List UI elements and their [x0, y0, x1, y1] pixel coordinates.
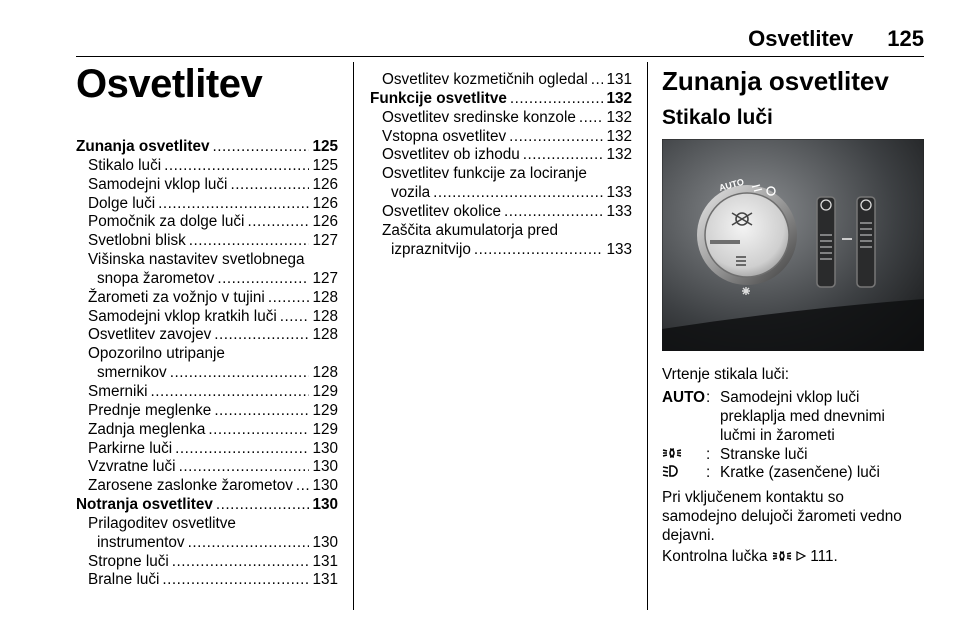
toc-leader [591, 71, 604, 90]
toc-section[interactable] [76, 496, 338, 515]
definition-description [720, 446, 932, 465]
toc-item-title: Opozorilno utripanje [88, 345, 225, 363]
toc-page-number: 133 [606, 184, 632, 202]
toc-item-title: Osvetlitev kozmetičnih ogledal [382, 71, 588, 88]
dial-auto-label: AUTO [717, 176, 745, 193]
toc-item-title: izpraznitvijo [391, 240, 471, 258]
toc-item[interactable] [76, 402, 338, 421]
toc-item-title: Samodejni vklop kratkih luči [88, 307, 277, 325]
toc-page-number: 127 [312, 269, 338, 287]
toc-leader [164, 157, 309, 176]
toc-item-title: Smerniki [88, 382, 148, 400]
column-divider-1 [353, 62, 354, 610]
toc-leader [162, 571, 309, 590]
toc-leader [523, 146, 604, 165]
toc-page-number: 129 [312, 382, 338, 400]
toc-item-title: Samodejni vklop luči [88, 175, 228, 193]
toc-page-number: 132 [606, 146, 632, 164]
definition-colon: : [706, 464, 711, 482]
header-title: Osvetlitev [748, 26, 854, 51]
toc-page-number: 126 [312, 175, 338, 193]
definition-colon: : [706, 445, 711, 463]
toc-section-title: Zunanja osvetlitev [76, 138, 210, 155]
toc-leader [212, 138, 309, 157]
toc-leader [504, 203, 603, 222]
toc-page-number: 127 [312, 232, 338, 250]
toc-page-number: 125 [312, 138, 338, 155]
toc-page-number: 125 [312, 156, 338, 174]
toc-leader [280, 308, 310, 327]
toc-item[interactable] [76, 458, 338, 477]
definition-colon: : [706, 389, 711, 406]
toc-leader [208, 421, 309, 440]
toc-leader [214, 402, 309, 421]
toc-page-number: 133 [606, 202, 632, 220]
toc-item[interactable] [370, 128, 632, 147]
toc-leader [170, 364, 310, 383]
toc-leader [509, 128, 603, 147]
toc-leader [510, 90, 604, 109]
definition-term: AUTO [662, 389, 706, 406]
toc-item[interactable] [76, 326, 338, 345]
toc-item[interactable] [76, 251, 338, 270]
toc-item-title: Bralne luči [88, 571, 160, 589]
toc-page-number: 128 [312, 364, 338, 382]
toc-item-title: Vstopna osvetlitev [382, 127, 507, 145]
toc-leader [579, 109, 604, 128]
toc-item[interactable] [370, 146, 632, 165]
side-lights-icon [662, 446, 706, 465]
toc-page-number: 128 [312, 307, 338, 325]
toc-leader [214, 326, 309, 345]
toc-item[interactable] [76, 553, 338, 572]
toc-page-number: 130 [312, 533, 338, 551]
toc-item[interactable] [370, 203, 632, 222]
toc-leader [188, 534, 310, 553]
toc-page-number: 133 [606, 240, 632, 258]
toc-leader [474, 241, 604, 260]
toc-item[interactable] [76, 157, 338, 176]
toc-leader [151, 383, 310, 402]
toc-item[interactable] [76, 440, 338, 459]
toc-leader [172, 553, 310, 572]
toc-item-title: Prilagoditev osvetlitve [88, 514, 236, 532]
toc-page-number: 131 [312, 571, 338, 589]
definition-description [720, 464, 932, 484]
toc-page-number: 126 [312, 194, 338, 212]
toc-column-1 [76, 138, 338, 590]
toc-item-title: Osvetlitev funkcije za lociranje [382, 165, 587, 183]
toc-leader [230, 176, 309, 195]
toc-item[interactable] [76, 421, 338, 440]
toc-item-title: Stikalo luči [88, 156, 162, 174]
toc-item[interactable] [76, 383, 338, 402]
running-header [748, 26, 924, 52]
toc-page-number: 128 [312, 326, 338, 344]
toc-leader [247, 213, 309, 232]
toc-item[interactable] [76, 534, 338, 553]
toc-item-title: snopa žarometov [97, 269, 215, 287]
indicator-page-ref: 111. [810, 548, 838, 565]
toc-page-number: 131 [312, 552, 338, 570]
toc-page-number: 129 [312, 420, 338, 438]
toc-section[interactable] [370, 90, 632, 109]
definition-line: Stranske luči [720, 445, 808, 463]
column-divider-2 [647, 62, 648, 610]
definition-line: lučmi in žarometi [720, 426, 835, 444]
toc-item[interactable] [76, 571, 338, 590]
definition-list [662, 389, 932, 484]
toc-page-number: 128 [312, 288, 338, 306]
toc-item-title: Prednje meglenke [88, 401, 212, 419]
paragraph-line: Pri vključenem kontaktu so [662, 489, 844, 506]
toc-page-number: 132 [606, 89, 632, 107]
toc-section-title: Notranja osvetlitev [76, 496, 213, 514]
toc-item[interactable] [370, 184, 632, 203]
toc-item[interactable] [76, 345, 338, 364]
toc-item-title: Zarosene zaslonke žarometov [88, 477, 293, 495]
toc-page-number: 131 [606, 71, 632, 88]
side-lights-icon [772, 550, 792, 562]
definition-line: preklaplja med dnevnimi [720, 407, 885, 425]
indicator-text: Kontrolna lučka [662, 548, 768, 565]
toc-item-title: instrumentov [97, 533, 185, 551]
toc-item[interactable] [370, 109, 632, 128]
toc-item[interactable] [76, 477, 338, 496]
toc-leader [175, 440, 309, 459]
toc-page-number: 129 [312, 401, 338, 419]
toc-item-title: Dolge luči [88, 194, 156, 212]
toc-item[interactable] [76, 308, 338, 327]
toc-item-title: Zaščita akumulatorja pred [382, 221, 558, 239]
definition-line: Kratke (zasenčene) luči [720, 464, 880, 482]
toc-section[interactable] [76, 138, 338, 157]
toc-page-number: 132 [606, 127, 632, 145]
header-rule [76, 56, 924, 57]
definition-row [662, 389, 932, 446]
toc-item-title: Stropne luči [88, 552, 169, 570]
toc-column-2 [370, 71, 632, 259]
light-switch-photo [662, 139, 924, 351]
toc-item[interactable] [76, 176, 338, 195]
toc-item-title: vozila [391, 184, 431, 202]
toc-item-title: Parkirne luči [88, 439, 173, 457]
toc-item[interactable] [76, 364, 338, 383]
toc-leader [268, 289, 310, 308]
toc-item-title: Zadnja meglenka [88, 420, 206, 438]
toc-leader [189, 232, 310, 251]
toc-item[interactable] [76, 195, 338, 214]
toc-section-title: Funkcije osvetlitve [370, 89, 507, 107]
definition-row [662, 446, 932, 465]
toc-item[interactable] [370, 241, 632, 260]
toc-item-title: Osvetlitev okolice [382, 202, 502, 220]
chapter-title: Osvetlitev [76, 62, 263, 106]
toc-item-title: smernikov [97, 364, 167, 382]
toc-item-title: Višinska nastavitev svetlobnega [88, 251, 305, 269]
toc-leader [179, 458, 310, 477]
toc-item-title: Osvetlitev zavojev [88, 326, 212, 344]
header-page-number: 125 [887, 26, 924, 51]
toc-item[interactable] [76, 232, 338, 251]
toc-leader [296, 477, 310, 496]
toc-page-number: 126 [312, 213, 338, 231]
toc-item-title: Osvetlitev sredinske konzole [382, 108, 576, 126]
low-beam-icon [662, 464, 706, 484]
subsection-title: Stikalo luči [662, 106, 773, 129]
toc-item[interactable] [370, 222, 632, 241]
toc-item[interactable] [76, 270, 338, 289]
paragraph-auto-lights [662, 489, 924, 546]
paragraph-indicator [662, 548, 924, 567]
toc-item[interactable] [76, 289, 338, 308]
toc-page-number: 130 [312, 496, 338, 514]
toc-item-title: Pomočnik za dolge luči [88, 213, 245, 231]
toc-item[interactable] [370, 71, 632, 90]
toc-item[interactable] [370, 165, 632, 184]
toc-leader [217, 270, 309, 289]
toc-page-number: 132 [606, 108, 632, 126]
toc-page-number: 130 [312, 477, 338, 495]
page-reference-icon [796, 550, 806, 562]
toc-leader [216, 496, 310, 515]
toc-item[interactable] [76, 213, 338, 232]
intro-text: Vrtenje stikala luči: [662, 366, 789, 383]
definition-line: Samodejni vklop luči [720, 389, 860, 406]
paragraph-line: samodejno delujoči žarometi vedno [662, 507, 902, 525]
toc-page-number: 130 [312, 439, 338, 457]
toc-item-title: Žarometi za vožnjo v tujini [88, 288, 265, 306]
toc-item-title: Vzvratne luči [88, 458, 176, 476]
section-title: Zunanja osvetlitev [662, 66, 889, 96]
paragraph-line: dejavni. [662, 526, 715, 544]
toc-leader [158, 195, 309, 214]
toc-item[interactable] [76, 515, 338, 534]
toc-item-title: Svetlobni blisk [88, 232, 186, 250]
toc-item-title: Osvetlitev ob izhodu [382, 146, 520, 164]
toc-page-number: 130 [312, 458, 338, 476]
definition-description [720, 389, 932, 446]
toc-leader [433, 184, 603, 203]
definition-row [662, 464, 932, 484]
